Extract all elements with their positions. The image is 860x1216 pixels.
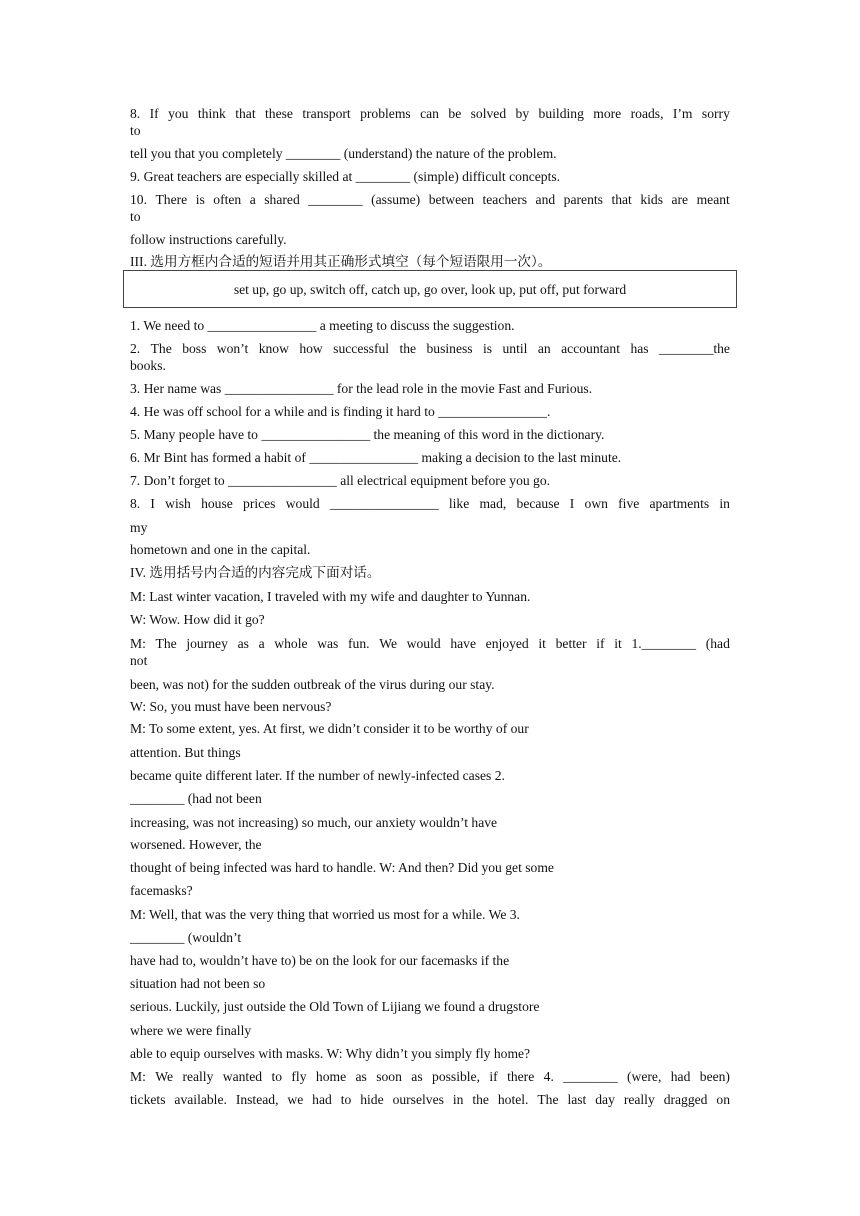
word: apartments (649, 496, 710, 511)
word: M: (130, 1069, 146, 1084)
word: mad, (479, 496, 507, 511)
word: is (195, 192, 205, 207)
text-line: M: Well, that was the very thing that worried us most for a while. We 3. (130, 907, 520, 922)
word: There (155, 192, 188, 207)
word: tickets (130, 1092, 166, 1107)
text-line: situation had not been so (130, 976, 266, 991)
word: journey (186, 636, 228, 651)
word: 2. (130, 341, 141, 356)
word: if (596, 636, 605, 651)
word: by (515, 106, 530, 121)
word: Instead, (235, 1092, 279, 1107)
word: I’m (672, 106, 693, 121)
text-line: 5. Many people have to ________________ the meaning of this word in the dictionary. (130, 427, 605, 442)
text-line: thought of being infected was hard to handle. W: And then? Did you get some (130, 860, 554, 875)
word: that (611, 192, 632, 207)
text-line: ________ (had not been (130, 791, 262, 806)
word: teachers (482, 192, 528, 207)
word: that (235, 106, 256, 121)
text-line: 4. He was off school for a while and is finding it hard to ________________. (130, 404, 551, 419)
word: in (452, 1092, 464, 1107)
word: problems (360, 106, 411, 121)
word: as (411, 1069, 423, 1084)
word: We (155, 1069, 174, 1084)
word: you (168, 106, 189, 121)
text-line (130, 495, 730, 512)
text-line: where we were finally (130, 1023, 252, 1038)
word: won’t (216, 341, 249, 356)
text-line: ________ (wouldn’t (130, 930, 242, 945)
word: ________ (563, 1069, 618, 1084)
word: between (428, 192, 474, 207)
word: wanted (222, 1069, 263, 1084)
word: wish (165, 496, 191, 511)
text-line: facemasks? (130, 883, 193, 898)
word: had (312, 1092, 332, 1107)
word: kids (640, 192, 663, 207)
text-line: hometown and one in the capital. (130, 542, 311, 557)
word: if (489, 1069, 498, 1084)
word: can (420, 106, 439, 121)
word: home (315, 1069, 347, 1084)
word: The (155, 636, 177, 651)
word: parents (563, 192, 603, 207)
text-line: III. 选用方框内合适的短语并用其正确形式填空（每个短语限用一次）。 (130, 254, 552, 269)
word: we (287, 1092, 304, 1107)
word: the (399, 341, 417, 356)
word: and (535, 192, 556, 207)
word: as (237, 636, 249, 651)
word: how (299, 341, 323, 356)
word: hide (360, 1092, 384, 1107)
word: I (569, 496, 575, 511)
word: 4. (543, 1069, 554, 1084)
text-line: W: Wow. How did it go? (130, 612, 265, 627)
word: building (538, 106, 584, 121)
word: there (507, 1069, 535, 1084)
word: house (201, 496, 233, 511)
word: until (502, 341, 528, 356)
word: I (150, 496, 155, 511)
text-line: IV. 选用括号内合适的内容完成下面对话。 (130, 565, 381, 580)
word: own (584, 496, 608, 511)
word: five (618, 496, 640, 511)
text-line: my (130, 520, 148, 535)
word: on (716, 1092, 730, 1107)
word: enjoyed (485, 636, 529, 651)
text-line: serious. Luckily, just outside the Old Town of Lijiang we found a drugstore (130, 999, 540, 1014)
text-line (130, 1068, 730, 1085)
word: 1.________ (631, 636, 697, 651)
word: (assume) (371, 192, 421, 207)
word: would (285, 496, 320, 511)
word: is (483, 341, 493, 356)
text-line (130, 340, 730, 357)
word: prices (243, 496, 276, 511)
word: be (448, 106, 462, 121)
word: often (213, 192, 242, 207)
text-line (130, 1091, 730, 1108)
text-line: 1. We need to ________________ a meeting to discuss the suggestion. (130, 318, 515, 333)
text-line (130, 105, 730, 122)
word: it (538, 636, 546, 651)
word: (were, (627, 1069, 662, 1084)
text-line (130, 191, 730, 208)
word: If (149, 106, 159, 121)
word: accountant (561, 341, 621, 356)
word: meant (696, 192, 730, 207)
word: last (567, 1092, 587, 1107)
word: are (671, 192, 689, 207)
word: whole (274, 636, 308, 651)
text-line: not (130, 653, 148, 668)
phrase-box-text: set up, go up, switch off, catch up, go over, look up, put off, put forward (233, 282, 627, 297)
word: to (340, 1092, 352, 1107)
text-line: been, was not) for the sudden outbreak of the virus during our stay. (130, 677, 495, 692)
word: has (630, 341, 649, 356)
text-line: M: Last winter vacation, I traveled with my wife and daughter to Yunnan. (130, 589, 531, 604)
text-line: attention. But things (130, 745, 241, 760)
word: know (258, 341, 289, 356)
word: had (670, 1069, 691, 1084)
word: dragged (663, 1092, 708, 1107)
word: available. (174, 1092, 227, 1107)
word: shared (264, 192, 300, 207)
text-line: increasing, was not increasing) so much, our anxiety wouldn’t have (130, 815, 498, 830)
word: soon (376, 1069, 402, 1084)
word: been) (699, 1069, 730, 1084)
text-line: books. (130, 358, 166, 373)
word: in (719, 496, 730, 511)
text-line: 9. Great teachers are especially skilled at ________ (simple) difficult concepts. (130, 169, 561, 184)
word: ourselves (392, 1092, 444, 1107)
word: 8. (130, 106, 141, 121)
word: ________ (308, 192, 363, 207)
word: have (450, 636, 476, 651)
word: fly (291, 1069, 307, 1084)
text-line: to (130, 123, 141, 138)
word: (had (705, 636, 730, 651)
word: because (516, 496, 560, 511)
word: roads, (630, 106, 664, 121)
text-line: tell you that you completely ________ (understand) the nature of the problem. (130, 146, 557, 161)
word: We (379, 636, 397, 651)
word: hotel. (497, 1092, 529, 1107)
word: boss (182, 341, 207, 356)
word: The (150, 341, 172, 356)
word: transport (302, 106, 351, 121)
text-line: 3. Her name was ________________ for the lead role in the movie Fast and Furious. (130, 381, 593, 396)
word: a (249, 192, 256, 207)
phrase-box (123, 270, 737, 308)
text-line: M: To some extent, yes. At first, we didn’t consider it to be worthy of our (130, 721, 529, 736)
word: an (537, 341, 551, 356)
word: was (317, 636, 339, 651)
word: the (472, 1092, 489, 1107)
word: day (595, 1092, 615, 1107)
text-line: to (130, 209, 141, 224)
word: like (448, 496, 470, 511)
word: better (555, 636, 587, 651)
word: 10. (130, 192, 147, 207)
word: really (182, 1069, 214, 1084)
word: these (265, 106, 293, 121)
word: fun. (348, 636, 370, 651)
word: would (406, 636, 441, 651)
text-line: able to equip ourselves with masks. W: Why didn’t you simply fly home? (130, 1046, 531, 1061)
text-line: have had to, wouldn’t have to) be on the look for our facemasks if the (130, 953, 510, 968)
word: The (537, 1092, 559, 1107)
word: possible, (432, 1069, 480, 1084)
word: solved (470, 106, 507, 121)
word: more (593, 106, 622, 121)
word: to (271, 1069, 283, 1084)
word: really (623, 1092, 655, 1107)
word: ________the (658, 341, 730, 356)
word: successful (333, 341, 390, 356)
word: think (197, 106, 226, 121)
word: ________________ (329, 496, 439, 511)
text-line: 7. Don’t forget to ________________ all electrical equipment before you go. (130, 473, 551, 488)
word: it (614, 636, 622, 651)
word: M: (130, 636, 146, 651)
word: business (426, 341, 473, 356)
word: a (258, 636, 265, 651)
word: 8. (130, 496, 141, 511)
text-line: 6. Mr Bint has formed a habit of ________________ making a decision to the last minute. (130, 450, 622, 465)
word: as (355, 1069, 367, 1084)
text-line: became quite different later. If the number of newly-infected cases 2. (130, 768, 505, 783)
word: sorry (701, 106, 730, 121)
text-line: follow instructions carefully. (130, 232, 287, 247)
text-line (130, 635, 730, 652)
text-line: worsened. However, the (130, 837, 262, 852)
text-line: W: So, you must have been nervous? (130, 699, 332, 714)
